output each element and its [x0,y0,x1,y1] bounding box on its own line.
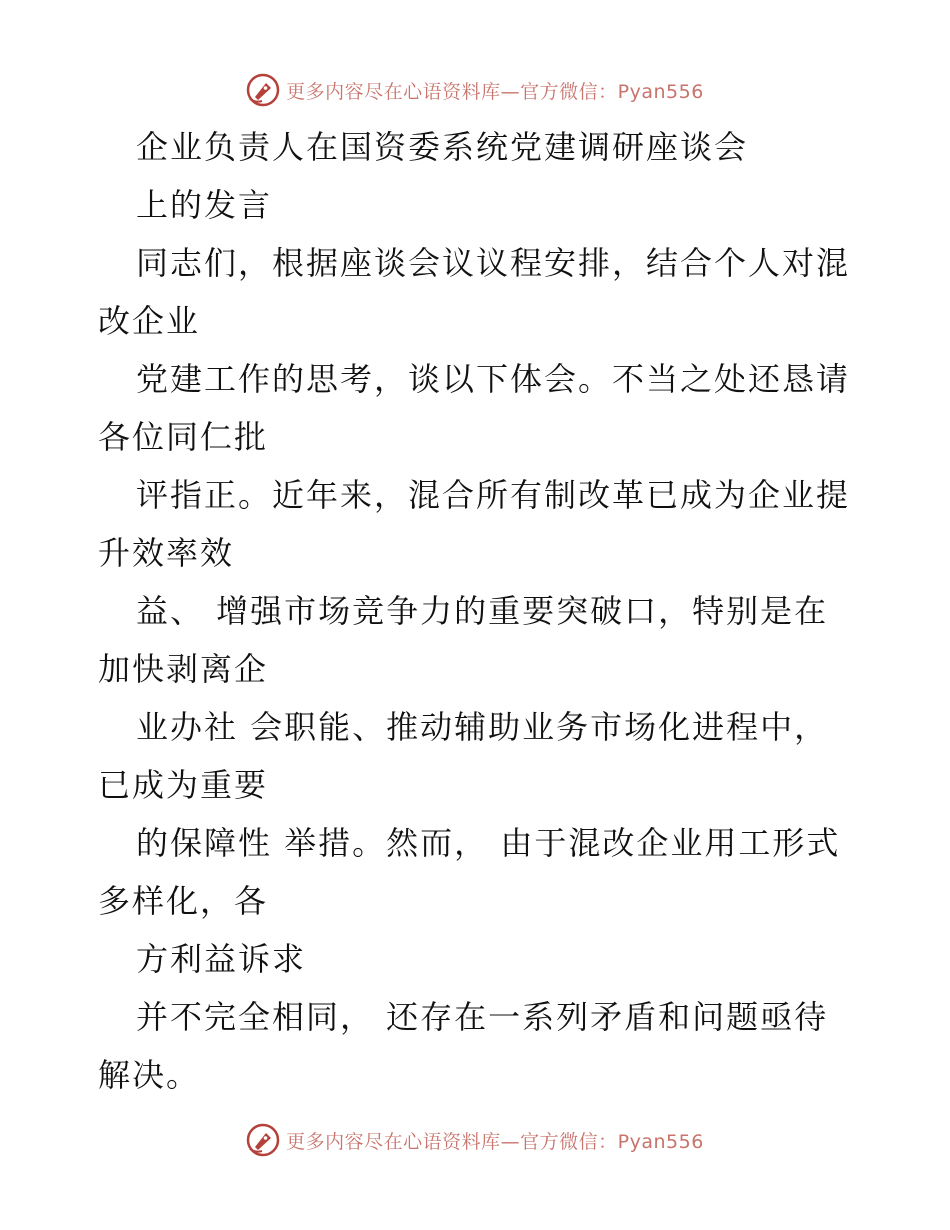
body-line: 的保障性 举措。然而， 由于混改企业用工形式 [136,824,841,862]
title-line-1: 企业负责人在国资委系统党建调研座谈会 [136,128,749,166]
body-line: 方利益诉求 [136,940,307,978]
body-line: 改企业 [98,302,201,340]
body-line: 各位同仁批 [98,418,269,456]
body-line: 业办社 会职能、推动辅助业务市场化进程中， [136,708,829,746]
footer-banner [0,1120,950,1160]
body-line: 加快剥离企 [98,650,269,688]
body-line: 益、 增强市场竞争力的重要突破口，特别是在 [136,592,829,630]
pen-nib-logo-icon [246,1123,280,1157]
body-line: 党建工作的思考，谈以下体会。不当之处还恳请 [136,360,851,398]
header-banner [0,70,950,110]
header-banner-inner [246,73,704,107]
footer-banner-text: 更多内容尽在心语资料库—官方微信：Pyan556 [286,1130,704,1153]
body-line: 并不完全相同， 还存在一系列矛盾和问题亟待 [136,998,829,1036]
body-line: 同志们，根据座谈会议议程安排，结合个人对混 [136,244,851,282]
pen-nib-logo-icon [246,73,280,107]
body-line: 升效率效 [98,534,235,572]
title-line-2: 上的发言 [136,186,273,224]
body-line: 已成为重要 [98,766,269,804]
header-banner-text: 更多内容尽在心语资料库—官方微信：Pyan556 [286,80,704,103]
body-line: 评指正。近年来，混合所有制改革已成为企业提 [136,476,851,514]
document-body [98,118,858,1104]
body-line: 解决。 [98,1056,201,1094]
footer-banner-inner [246,1123,704,1157]
body-line: 多样化，各 [98,882,269,920]
